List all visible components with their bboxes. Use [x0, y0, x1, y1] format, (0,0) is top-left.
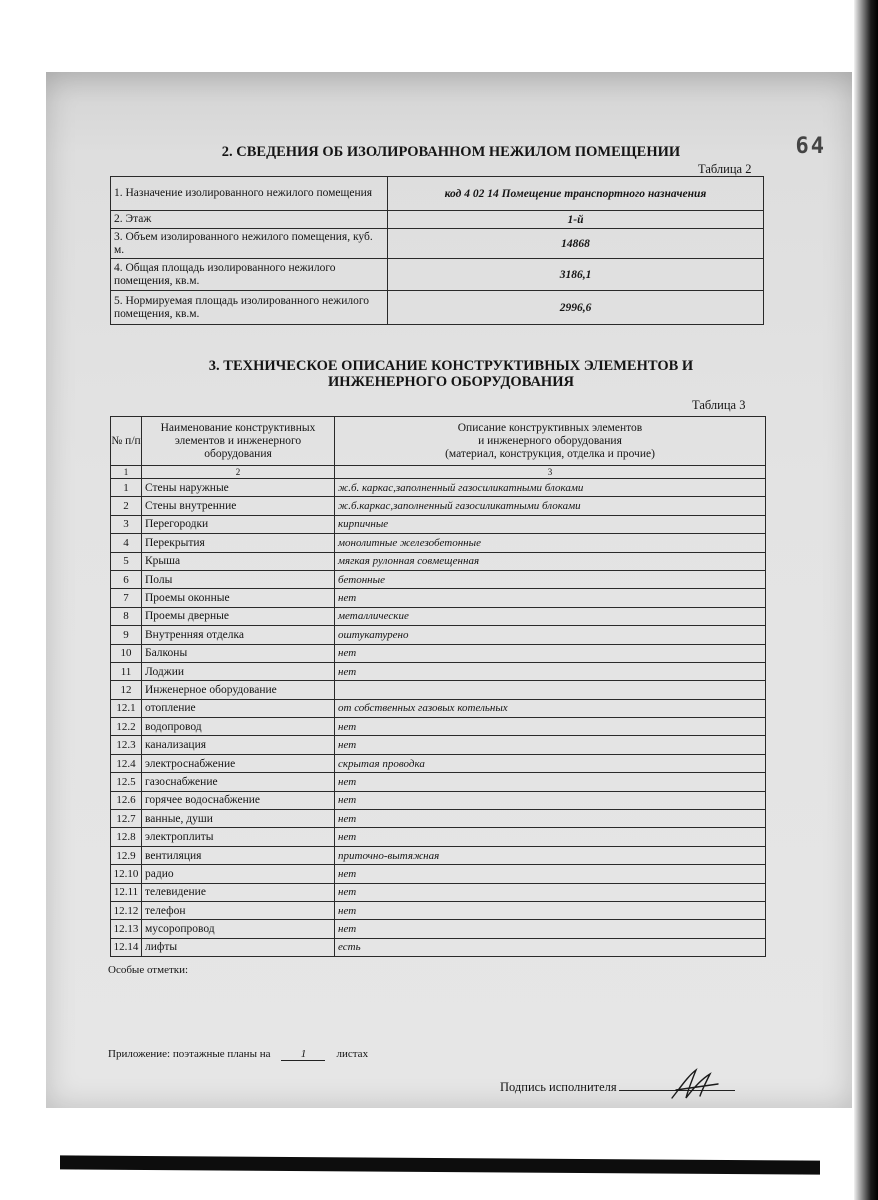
row-description: ж.б. каркас,заполненный газосиликатными блоками [335, 479, 766, 497]
table3-row [111, 644, 766, 662]
row-description: нет [335, 736, 766, 754]
table2-row [111, 291, 764, 325]
table2-row [111, 229, 764, 259]
row-number: 12.5 [111, 773, 142, 791]
header-description-line2: и инженерного оборудования [478, 434, 622, 447]
row-description: нет [335, 901, 766, 919]
table3-header-row [111, 417, 766, 466]
document-page [46, 72, 852, 1108]
header-element-name: Наименование конструктивных элементов и инженерного оборудования [142, 417, 335, 466]
row-element-name: Инженерное оборудование [142, 681, 335, 699]
row-element-name: ванные, души [142, 810, 335, 828]
table3-row [111, 773, 766, 791]
table3-row [111, 479, 766, 497]
row-element-name: Балконы [142, 644, 335, 662]
row-description: нет [335, 662, 766, 680]
row-element-name: электроплиты [142, 828, 335, 846]
row-number: 12.14 [111, 938, 142, 956]
table3-row [111, 552, 766, 570]
row-description: нет [335, 810, 766, 828]
column-number: 2 [142, 466, 335, 479]
table2-row-label: 3. Объем изолированного нежилого помещения, куб. м. [111, 229, 388, 259]
row-description: нет [335, 828, 766, 846]
row-description: приточно-вытяжная [335, 846, 766, 864]
row-description: от собственных газовых котельных [335, 699, 766, 717]
appendix-line [108, 1048, 368, 1061]
table3-row [111, 938, 766, 956]
table3-row [111, 865, 766, 883]
table3-row [111, 810, 766, 828]
table2-row [111, 177, 764, 211]
table3-row [111, 828, 766, 846]
row-description: нет [335, 773, 766, 791]
row-element-name: канализация [142, 736, 335, 754]
row-number: 6 [111, 570, 142, 588]
row-number: 9 [111, 626, 142, 644]
row-number: 12.12 [111, 901, 142, 919]
row-element-name: лифты [142, 938, 335, 956]
row-element-name: радио [142, 865, 335, 883]
header-number: № п/п [111, 417, 142, 466]
table2-row-label: 5. Нормируемая площадь изолированного нежилого помещения, кв.м. [111, 291, 388, 325]
section3-title-line2: ИНЖЕНЕРНОГО ОБОРУДОВАНИЯ [328, 374, 574, 390]
row-description: оштукатурено [335, 626, 766, 644]
table3-row [111, 883, 766, 901]
table3-row [111, 736, 766, 754]
table2-row-value: 1-й [388, 211, 764, 229]
table2-label: Таблица 2 [698, 162, 752, 176]
row-number: 10 [111, 644, 142, 662]
row-element-name: Проемы оконные [142, 589, 335, 607]
row-element-name: Стены наружные [142, 479, 335, 497]
row-number: 3 [111, 515, 142, 533]
row-description: нет [335, 589, 766, 607]
table3-row [111, 681, 766, 699]
table2-row-value: код 4 02 14 Помещение транспортного назначения [388, 177, 764, 211]
row-number: 12.2 [111, 718, 142, 736]
page-number: 64 [795, 134, 826, 159]
row-description: кирпичные [335, 515, 766, 533]
table3-row [111, 920, 766, 938]
signature-mark [666, 1066, 726, 1102]
table3-row [111, 607, 766, 625]
signature-label-text: Подпись исполнителя [500, 1080, 617, 1094]
table3-row [111, 534, 766, 552]
row-description: нет [335, 644, 766, 662]
table3-row [111, 846, 766, 864]
row-element-name: Крыша [142, 552, 335, 570]
row-description: нет [335, 920, 766, 938]
scan-edge-bottom [60, 1155, 820, 1174]
table3-row [111, 515, 766, 533]
row-number: 12.10 [111, 865, 142, 883]
row-number: 4 [111, 534, 142, 552]
row-element-name: вентиляция [142, 846, 335, 864]
row-element-name: Полы [142, 570, 335, 588]
table2-row [111, 259, 764, 291]
row-number: 2 [111, 497, 142, 515]
table3-column-numbers [111, 466, 766, 479]
row-number: 12.6 [111, 791, 142, 809]
row-element-name: электроснабжение [142, 754, 335, 772]
table3-row [111, 699, 766, 717]
row-element-name: отопление [142, 699, 335, 717]
table3-row [111, 901, 766, 919]
row-number: 12.4 [111, 754, 142, 772]
table3-row [111, 570, 766, 588]
row-description: нет [335, 883, 766, 901]
table2-row-value: 2996,6 [388, 291, 764, 325]
row-number: 1 [111, 479, 142, 497]
row-description: есть [335, 938, 766, 956]
scan-top-margin [0, 0, 878, 60]
row-element-name: телевидение [142, 883, 335, 901]
table2-row-label: 1. Назначение изолированного нежилого помещения [111, 177, 388, 211]
row-description: нет [335, 718, 766, 736]
row-number: 5 [111, 552, 142, 570]
header-description-line1: Описание конструктивных элементов [457, 421, 643, 434]
row-number: 12.13 [111, 920, 142, 938]
table3-row [111, 626, 766, 644]
row-description: ж.б.каркас,заполненный газосиликатными блоками [335, 497, 766, 515]
section2-title: 2. СВЕДЕНИЯ ОБ ИЗОЛИРОВАННОМ НЕЖИЛОМ ПОМЕЩЕНИИ [221, 144, 681, 160]
row-element-name: мусоропровод [142, 920, 335, 938]
column-number: 1 [111, 466, 142, 479]
row-element-name: газоснабжение [142, 773, 335, 791]
table2-row-value: 14868 [388, 229, 764, 259]
row-description: нет [335, 791, 766, 809]
section3-title-line1: 3. ТЕХНИЧЕСКОЕ ОПИСАНИЕ КОНСТРУКТИВНЫХ ЭЛЕМЕНТОВ И [208, 358, 694, 374]
row-description: монолитные железобетонные [335, 534, 766, 552]
row-description: металлические [335, 607, 766, 625]
header-description-line3: (материал, конструкция, отделка и прочие) [445, 447, 655, 460]
table2-row-value: 3186,1 [388, 259, 764, 291]
appendix-suffix: листах [336, 1048, 369, 1060]
table2 [110, 176, 764, 325]
table3-row [111, 754, 766, 772]
table3-row [111, 589, 766, 607]
column-number: 3 [335, 466, 766, 479]
row-number: 12.9 [111, 846, 142, 864]
table2-row-label: 4. Общая площадь изолированного нежилого помещения, кв.м. [111, 259, 388, 291]
special-notes-label: Особые отметки: [108, 964, 189, 976]
row-description [335, 681, 766, 699]
row-number: 8 [111, 607, 142, 625]
appendix-prefix: Приложение: поэтажные планы на [108, 1048, 271, 1060]
row-description: бетонные [335, 570, 766, 588]
table3-row [111, 791, 766, 809]
row-number: 12.7 [111, 810, 142, 828]
table3 [110, 416, 766, 957]
row-element-name: Внутренняя отделка [142, 626, 335, 644]
row-description: нет [335, 865, 766, 883]
row-element-name: Перегородки [142, 515, 335, 533]
header-description [335, 417, 766, 466]
scan-edge-right [854, 0, 878, 1200]
row-description: мягкая рулонная совмещенная [335, 552, 766, 570]
row-number: 12.8 [111, 828, 142, 846]
row-element-name: Перекрытия [142, 534, 335, 552]
table3-row [111, 718, 766, 736]
table3-row [111, 497, 766, 515]
appendix-sheet-count: 1 [281, 1048, 325, 1061]
row-element-name: водопровод [142, 718, 335, 736]
row-element-name: горячее водоснабжение [142, 791, 335, 809]
table3-body [111, 479, 766, 957]
row-number: 12.3 [111, 736, 142, 754]
table3-label: Таблица 3 [692, 398, 746, 412]
row-number: 12 [111, 681, 142, 699]
row-number: 12.11 [111, 883, 142, 901]
row-element-name: Стены внутренние [142, 497, 335, 515]
row-description: скрытая проводка [335, 754, 766, 772]
row-number: 12.1 [111, 699, 142, 717]
row-element-name: телефон [142, 901, 335, 919]
row-element-name: Проемы дверные [142, 607, 335, 625]
row-element-name: Лоджии [142, 662, 335, 680]
table3-row [111, 662, 766, 680]
table2-row-label: 2. Этаж [111, 211, 388, 229]
row-number: 7 [111, 589, 142, 607]
row-number: 11 [111, 662, 142, 680]
table2-row [111, 211, 764, 229]
